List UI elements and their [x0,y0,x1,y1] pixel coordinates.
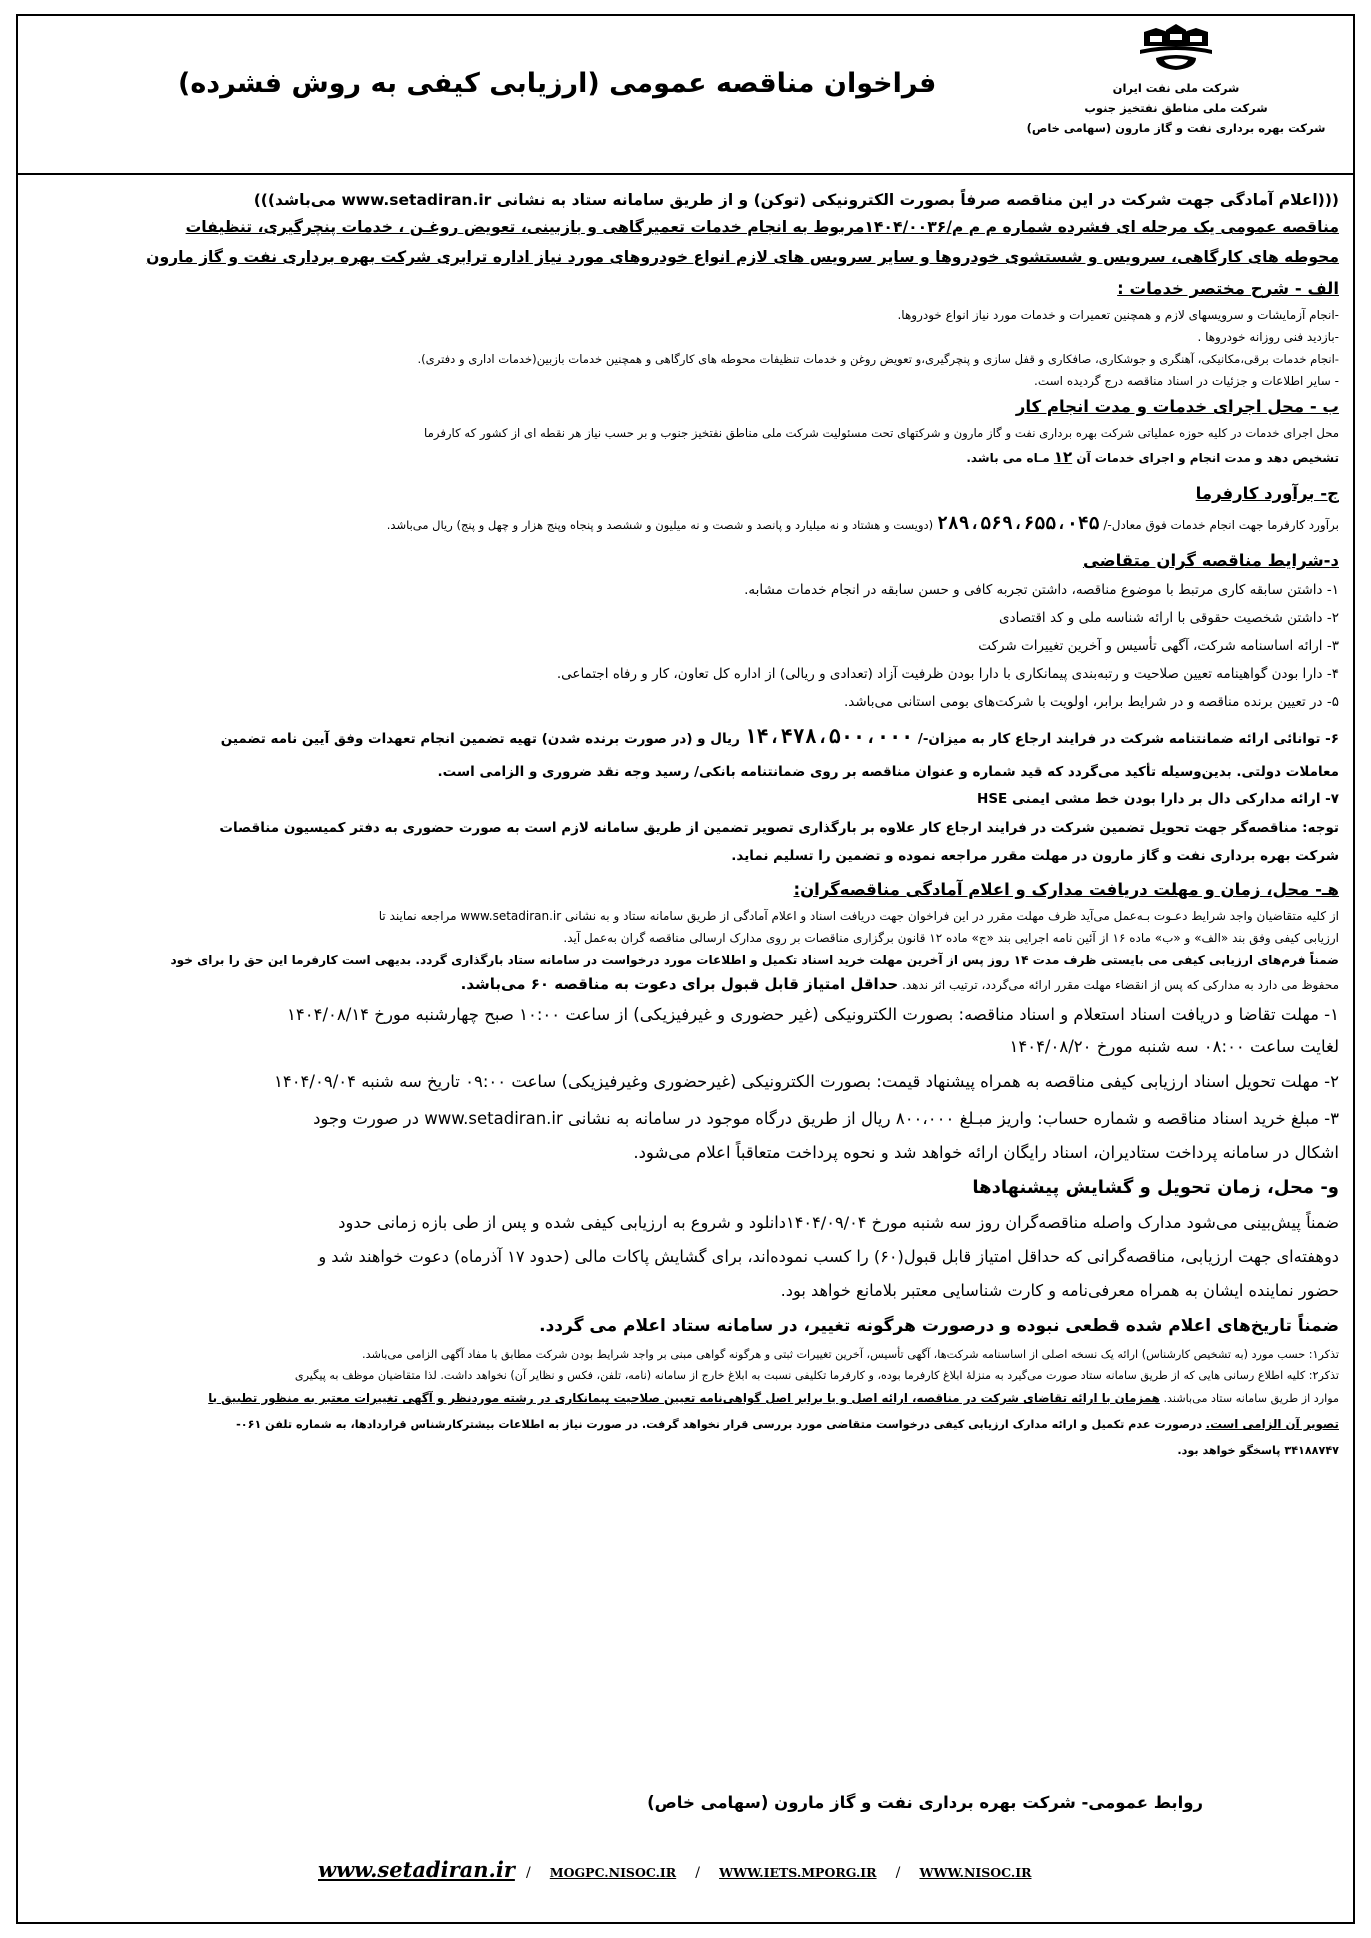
note-3 [32,1386,1339,1411]
intro-line-2: مناقصه عمومی یک مرحله ای فشرده شماره م م م/۱۴۰۴/۰۰۳۶مربوط به انجام خدمات تعمیرگاهی و بازبینی، تعویض روغـن ، خدمات پنچرگیری، تنظیفات [185,218,1339,236]
section-a-item: -انجام آزمایشات و سرویسهای لازم و همچنین تعمیرات و خدمات مورد نیاز انواع خودروها. [897,308,1339,322]
company-block [1011,24,1341,138]
guarantee-prefix: ۶- توانائی ارائه ضمانتنامه شرکت در فرایند ارجاع کار به میزان-/ [917,731,1339,747]
link-separator: / [695,1865,700,1881]
note-1: تذکر۱: حسب مورد (به تشخیص کارشناس) ارائه یک نسخه اصلی از اساسنامه شرکت‌ها، آگهی تأسیس، آخرین تغییرات ثبتی و هرگونه گواهی مبنی بر واجد شرایط بودن شرکت مطابق با مفاد آگهی الزامی می‌باشد. [362,1348,1339,1361]
section-b-line-1: محل اجرای خدمات در کلیه حوزه عملیاتی شرکت بهره برداری نفت و گاز مارون و شرکتهای تحت مسئولیت شرکت ملی مناطق نفتخیز جنوب و بر حسب نیاز هر نقطه ای از کشور که کارفرما [424,426,1339,440]
note-4 [32,1411,1339,1438]
section-h-para: ضمناً فرم‌های ارزیابی کیفی می بایستی ظرف مدت ۱۴ روز پس از آخرین مهلت خرید اسناد تکمیل و اطلاعات مورد درخواست در سامانه ستاد بارگذاری گردد. بدیهی است کارفرما این حق را برای خود [170,953,1339,967]
section-b-text-end: مـاه می باشد. [966,451,1050,465]
notice-page [16,14,1355,1924]
condition-item: ۱- داشتن سابقه کاری مرتبط با موضوع مناقصه، داشتن تجربه کافی و حسن سابقه در انجام خدمات مشابه. [744,582,1339,598]
intro-line-1: (((اعلام آمادگی جهت شرکت در این مناقصه صرفاً بصورت الکترونیکی (توکن) و از طریق سامانه ستاد به نشانی www.setadiran.ir می‌باشد))) [253,191,1339,209]
section-v-line: حضور نماینده ایشان به همراه معرفی‌نامه و کارت شناسایی معتبر بلامانع خواهد بود. [780,1281,1339,1300]
link-separator: / [895,1865,901,1881]
footer-links [318,1857,1039,1882]
condition-item: ۵- در تعیین برنده مناقصه و در شرایط برابر، اولویت با شرکت‌های بومی استانی می‌باشد. [843,694,1339,710]
section-v-announce: ضمناً تاریخ‌های اعلام شده قطعی نبوده و درصورت هرگونه تغییر، در سامانه ستاد اعلام می گردد. [539,1316,1339,1336]
condition-item: ۲- داشتن شخصیت حقوقی با ارائه شناسه ملی و کد اقتصادی [999,610,1339,626]
section-d-title: د-شرایط مناقصه گران متقاضی [1082,551,1339,570]
section-a-item: - سایر اطلاعات و جزئیات در اسناد مناقصه درج گردیده است. [1034,374,1339,388]
company-line-2: شرکت ملی مناطق نفتخیز جنوب [1084,101,1268,115]
intro-line-3: محوطه های کارگاهی، سرویس و شستشوی خودروها و سایر سرویس های لازم انواع خودروهای مورد نیاز اداره ترابری شرکت بهره برداری نفت و گاز مارون [146,248,1339,266]
company-line-3: شرکت بهره برداری نفت و گاز مارون (سهامی خاص) [1026,121,1326,135]
section-b-text: تشخیص دهد و مدت انجام و اجرای خدمات آن [1076,451,1339,465]
deadline-item-3: ۳- مبلغ خرید اسناد مناقصه و شماره حساب: واریز مبـلغ ۸۰۰،۰۰۰ ریال از طریق درگاه موجود در سامانه به نشانی www.setadiran.ir در صورت وجود [313,1109,1339,1128]
section-a-item: -بازدید فنی روزانه خودروها . [1197,330,1339,344]
deadline-item-3-cont: اشکال در سامانه پرداخت ستادیران، اسناد رایگان ارائه خواهد شد و نحوه پرداخت متعاقباً اعلام می‌شود. [633,1143,1339,1162]
section-h-text: محفوظ می دارد به مدارکی که پس از انقضاء مهلت مقرر ارائه می‌گردد، ترتیب اثر ندهد. [902,978,1339,992]
nisoc-link[interactable]: WWW.NISOC.IR [919,1865,1032,1880]
section-c-estimate [32,509,1339,540]
section-h-para-4 [32,971,1339,998]
section-h-para: از کلیه متقاضیان واجد شرایط دعـوت بـه‌عمل می‌آید ظرف مهلت مقرر در این فراخوان جهت دریافت اسناد و اعلام آمادگی از طریق سامانه ستاد و به نشانی www.setadiran.ir مراجعه نمایند تا [378,909,1339,923]
note-5: ۳۴۱۸۸۷۴۷ پاسخگو خواهد بود. [1177,1444,1339,1457]
note-3-text: موارد از طریق سامانه ستاد می‌باشند. [1163,1392,1339,1405]
section-h-title: هـ- محل، زمان و مهلت دریافت مدارک و اعلام آمادگی مناقصه‌گران: [793,880,1339,899]
setadiran-link[interactable]: www.setadiran.ir [318,1857,515,1882]
estimate-suffix: (دویست و هشتاد و نه میلیارد و پانصد و شصت و نه میلیون و ششصد و پنجاه وپنج هزار و چهل و پنج) ریال می‌باشد. [386,518,934,532]
section-c-title: ج- برآورد کارفرما [1195,484,1339,503]
nioc-logo-icon [1136,24,1216,74]
link-separator: / [525,1865,531,1881]
deadline-item-2: ۲- مهلت تحویل اسناد ارزیابی کیفی مناقصه به همراه پیشنهاد قیمت: بصورت الکترونیکی (غیرحضوری وغیرفیزیکی) ساعت ۰۹:۰۰ تاریخ سه شنبه ۱۴۰۴/۰۹/۰۴ [273,1072,1339,1091]
guarantee-suffix: ریال و (در صورت برنده شدن) تهیه تضمین انجام تعهدات وفق آیین نامه تضمین [220,731,740,747]
iets-link[interactable]: WWW.IETS.MPORG.IR [719,1865,877,1880]
section-v-line: ضمناً پیش‌بینی می‌شود مدارک واصله مناقصه‌گران روز سه شنبه مورخ ۱۴۰۴/۰۹/۰۴دانلود و شروع به ارزیابی کیفی شده و پس از طی بازه زمانی حدود [338,1213,1339,1232]
company-line-1: شرکت ملی نفت ایران [1112,81,1240,95]
guarantee-amount: ۱۴،۴۷۸،۵۰۰،۰۰۰ [744,724,914,748]
section-v-line: دوهفته‌ای جهت ارزیابی، مناقصه‌گرانی که حداقل امتیاز قابل قبول(۶۰) را کسب نموده‌اند، برای گشایش پاکات مالی (حدود ۱۷ آذرماه) دعوت خواهند شد و [318,1247,1339,1266]
duration-months: ۱۲ [1053,448,1073,466]
note-2: تذکر۲: کلیه اطلاع رسانی هایی که از طریق سامانه ستاد صورت می‌گیرد به منزلۀ ابلاغ کارفرما بوده، و کارفرما تکلیفی نسبت به ابلاغ خارج از سامانه (نامه، تلفن، فکس و نظایر آن) نخواهد داشت. لذا متقاضیان موظف به پیگیری [294,1369,1339,1382]
estimate-prefix: برآورد کارفرما جهت انجام خدمات فوق معادل-/ [1103,518,1339,532]
section-a-item: -انجام خدمات برقی،مکانیکی، آهنگری و جوشکاری، صافکاری و قفل سازی و پنچرگیری،و تعویض روغن و خدمات تنظیفات محوطه های کارگاهی و همچنین خدمات بازبین(خدمات اداری و دفتری). [417,352,1339,366]
condition-item: ۳- ارائه اساسنامه شرکت، آگهی تأسیس و آخرین تغییرات شرکت [978,638,1339,654]
estimate-amount: ۲۸۹،۵۶۹،۶۵۵،۰۴۵ [936,513,1100,534]
note-4-text: درصورت عدم تکمیل و ارائه مدارک ارزیابی کیفی درخواست متقاضی مورد بررسی قرار نخواهد گرفت. در صورت نیاز به اطلاعات بیشتر‌کارشناس قراردادها، به شماره تلفن ۰۶۱- [236,1418,1203,1431]
notice-body [32,188,1339,1922]
section-v-title: و- محل، زمان تحویل و گشایش پیشنهادها [972,1177,1339,1198]
header [18,16,1353,175]
condition-item-7: ۷- ارائه مدارکی دال بر دارا بودن خط مشی ایمنی HSE [977,791,1339,807]
condition-item: ۴- دارا بودن گواهینامه تعیین صلاحیت و رتبه‌بندی پیمانکاری با دارا بودن ظرفیت آزاد (تعدادی و ریالی) از اداره کل تعاون، کار و رفاه اجتماعی. [556,666,1339,682]
public-relations-signature: روابط عمومی- شرکت بهره برداری نفت و گاز مارون (سهامی خاص) [647,1793,1203,1812]
note-3-bold: همزمان با ارائه تقاضای شرکت در مناقصه، ارائه اصل و یا برابر اصل گواهی‌نامه تعیین صلاحیت پیمانکاری در رشته موردنظر و آگهی تغییرات معتبر به منظور تطبیق با [208,1391,1160,1405]
section-a-title: الف - شرح مختصر خدمات : [1117,279,1339,298]
min-score: حداقل امتیاز قابل قبول برای دعوت به مناقصه ۶۰ می‌باشد. [460,975,899,993]
deadline-item-1-cont: لغایت ساعت ۰۸:۰۰ سه شنبه مورخ ۱۴۰۴/۰۸/۲۰ [1009,1037,1339,1056]
deadline-item-1: ۱- مهلت تقاضا و دریافت اسناد استعلام و اسناد مناقصه: بصورت الکترونیکی (غیر حضوری و غیرفیزیکی) از ساعت ۱۰:۰۰ صبح چهارشنبه مورخ ۱۴۰۴/۰۸/۱۴ [287,1005,1339,1024]
section-h-para: ارزیابی کیفی وفق بند «الف» و «ب» ماده ۱۶ از آئین نامه اجرایی بند «ج» ماده ۱۲ قانون برگزاری مناقصات بر روی مدارک ارسالی مناقصه گران به‌عمل آید. [563,931,1339,945]
section-b-line-2 [32,444,1339,471]
section-b-title: ب - محل اجرای خدمات و مدت انجام کار [1015,397,1339,416]
page-title: فراخوان مناقصه عمومی (ارزیابی کیفی به روش فشرده) [178,68,937,99]
condition-item-6 [32,716,1339,759]
mogpc-link[interactable]: MOGPC.NISOC.IR [549,1865,677,1880]
guarantee-note-2: شرکت بهره برداری نفت و گاز مارون در مهلت مقرر مراجعه نموده و تضمین را تسلیم نماید. [731,848,1339,864]
condition-item-6-cont: معاملات دولتی. بدین‌وسیله تأکید می‌گردد که قید شماره و عنوان مناقصه بر روی ضمانتنامه بانکی/ رسید وجه نقد ضروری و الزامی است. [437,764,1339,780]
guarantee-note-1: توجه: مناقصه‌گر جهت تحویل تضمین شرکت در فرایند ارجاع کار علاوه بر بارگذاری تصویر تضمین از طریق سامانه لازم است به صورت حضوری به دفتر کمیسیون مناقصات [219,820,1339,836]
note-4-bold: تصویر آن الزامی است. [1205,1417,1339,1431]
